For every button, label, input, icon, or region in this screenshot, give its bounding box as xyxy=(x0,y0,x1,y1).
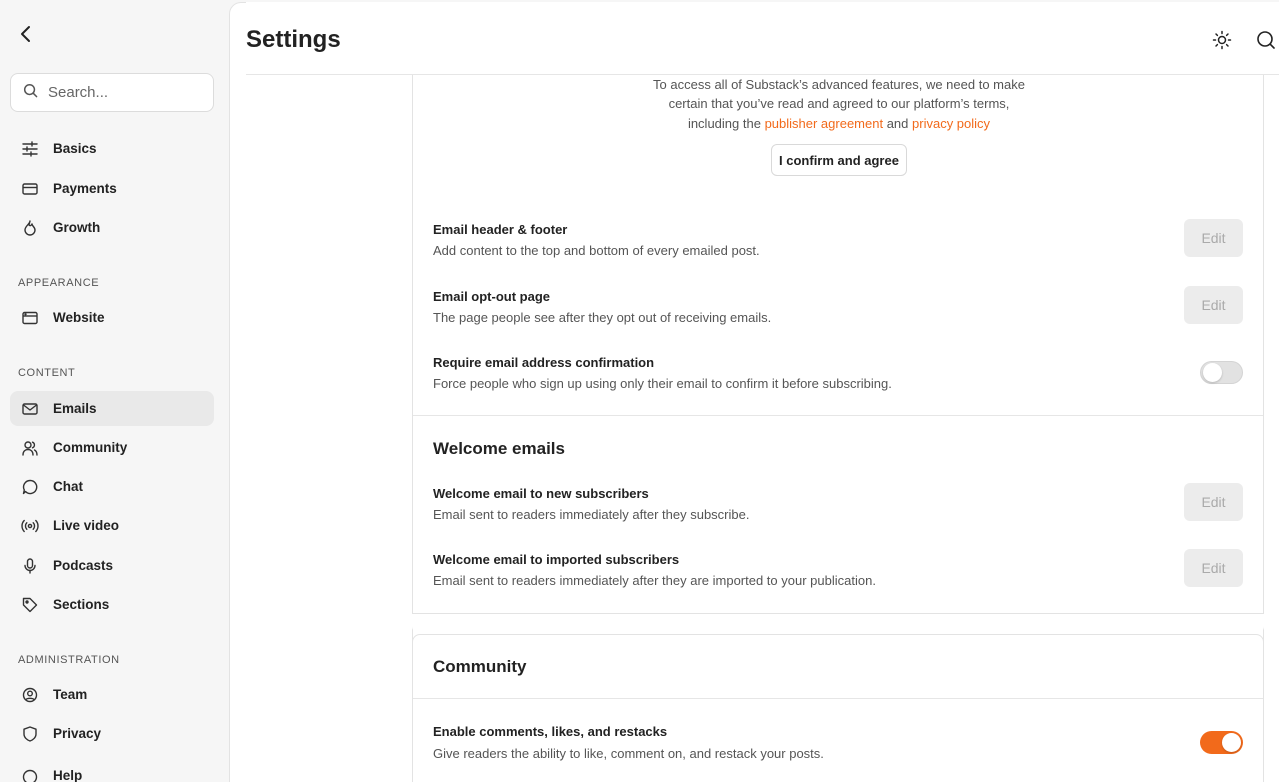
edit-welcome-new-button[interactable]: Edit xyxy=(1184,483,1243,521)
page-title: Settings xyxy=(246,26,341,53)
sidebar-item-label: Emails xyxy=(53,401,97,416)
sidebar-item-community[interactable] xyxy=(10,430,214,465)
shield-icon xyxy=(21,725,39,743)
confirm-agree-button[interactable]: I confirm and agree xyxy=(771,144,907,176)
setting-description: Email sent to readers immediately after they subscribe. xyxy=(433,507,750,522)
setting-description: The page people see after they opt out of receiving emails. xyxy=(433,310,772,325)
chat-bubble-icon xyxy=(21,478,39,496)
edit-welcome-imported-button[interactable]: Edit xyxy=(1184,549,1243,587)
sidebar-item-label: Live video xyxy=(53,518,120,533)
sidebar-item-label: Basics xyxy=(53,141,97,156)
sidebar-item-label: Payments xyxy=(53,181,117,196)
sidebar-item-privacy[interactable] xyxy=(10,716,214,751)
terms-notice-line: including the publisher agreement and privacy policy xyxy=(687,116,991,131)
terms-notice-line: certain that you’ve read and agreed to our platform’s terms, xyxy=(668,96,1010,111)
section-label-administration: ADMINISTRATION xyxy=(18,654,120,666)
setting-title: Welcome email to imported subscribers xyxy=(433,552,680,567)
sidebar-item-label: Growth xyxy=(53,220,101,235)
sliders-icon xyxy=(21,140,39,158)
broadcast-icon xyxy=(21,517,39,535)
flame-icon xyxy=(21,219,39,237)
setting-title: Welcome email to new subscribers xyxy=(433,486,649,501)
comments-likes-toggle[interactable] xyxy=(1200,731,1243,754)
community-title: Community xyxy=(433,657,527,676)
microphone-icon xyxy=(21,557,39,575)
terms-notice-line: To access all of Substack’s advanced features, we need to make xyxy=(653,77,1025,92)
toggle-knob xyxy=(1203,363,1222,382)
credit-card-icon xyxy=(21,180,39,198)
card-gap xyxy=(412,613,1264,634)
section-divider xyxy=(413,698,1263,699)
setting-title: Email header & footer xyxy=(433,222,568,237)
community-card xyxy=(412,634,1264,782)
sidebar-item-label: Community xyxy=(53,440,128,455)
sidebar-item-team[interactable] xyxy=(10,677,214,712)
welcome-emails-title: Welcome emails xyxy=(433,439,565,458)
sidebar-item-live-video[interactable] xyxy=(10,508,214,543)
search-input[interactable] xyxy=(48,84,198,101)
search-icon xyxy=(23,83,38,103)
sidebar-item-label: Sections xyxy=(53,597,110,612)
search-box[interactable] xyxy=(10,73,214,112)
edit-header-footer-button[interactable]: Edit xyxy=(1184,219,1243,257)
sidebar-item-website[interactable] xyxy=(10,300,214,335)
top-bar xyxy=(246,2,1279,75)
back-arrow-icon[interactable] xyxy=(14,22,38,46)
edit-opt-out-button[interactable]: Edit xyxy=(1184,286,1243,324)
mail-icon xyxy=(21,400,39,418)
setting-description: Add content to the top and bottom of every emailed post. xyxy=(433,243,760,258)
users-icon xyxy=(21,439,39,457)
sidebar-item-growth[interactable] xyxy=(10,210,214,245)
email-confirmation-toggle[interactable] xyxy=(1200,361,1243,384)
user-circle-icon xyxy=(21,686,39,704)
setting-description: Force people who sign up using only their email to confirm it before subscribing. xyxy=(433,376,892,391)
sidebar-item-chat[interactable] xyxy=(10,469,214,504)
search-icon[interactable] xyxy=(1256,28,1279,52)
setting-title: Email opt-out page xyxy=(433,289,550,304)
sidebar-item-emails[interactable] xyxy=(10,391,214,426)
toggle-knob xyxy=(1222,733,1241,752)
setting-title: Require email address confirmation xyxy=(433,355,655,370)
sidebar-item-label: Podcasts xyxy=(53,558,114,573)
sidebar xyxy=(0,0,229,782)
sidebar-item-basics[interactable] xyxy=(10,131,214,166)
sidebar-item-podcasts[interactable] xyxy=(10,548,214,583)
sidebar-item-label: Privacy xyxy=(53,726,102,741)
section-label-content: CONTENT xyxy=(18,367,76,379)
setting-title: Enable comments, likes, and restacks xyxy=(433,724,668,739)
privacy-policy-link[interactable]: privacy policy xyxy=(912,116,991,131)
sidebar-item-help[interactable] xyxy=(10,758,214,782)
section-label-appearance: APPEARANCE xyxy=(18,277,100,289)
tag-icon xyxy=(21,596,39,614)
sidebar-item-label: Help xyxy=(53,768,83,782)
sidebar-item-payments[interactable] xyxy=(10,171,214,206)
sidebar-item-label: Website xyxy=(53,310,105,325)
setting-description: Email sent to readers immediately after they are imported to your publication. xyxy=(433,573,876,588)
section-divider xyxy=(413,415,1263,416)
sidebar-item-label: Team xyxy=(53,687,88,702)
publisher-agreement-link[interactable]: publisher agreement xyxy=(764,116,884,131)
sidebar-item-label: Chat xyxy=(53,479,83,494)
sidebar-item-sections[interactable] xyxy=(10,587,214,622)
theme-toggle-sun-icon[interactable] xyxy=(1210,28,1234,52)
browser-icon xyxy=(21,309,39,327)
setting-description: Give readers the ability to like, comment on, and restack your posts. xyxy=(433,746,824,761)
help-icon xyxy=(21,768,39,782)
